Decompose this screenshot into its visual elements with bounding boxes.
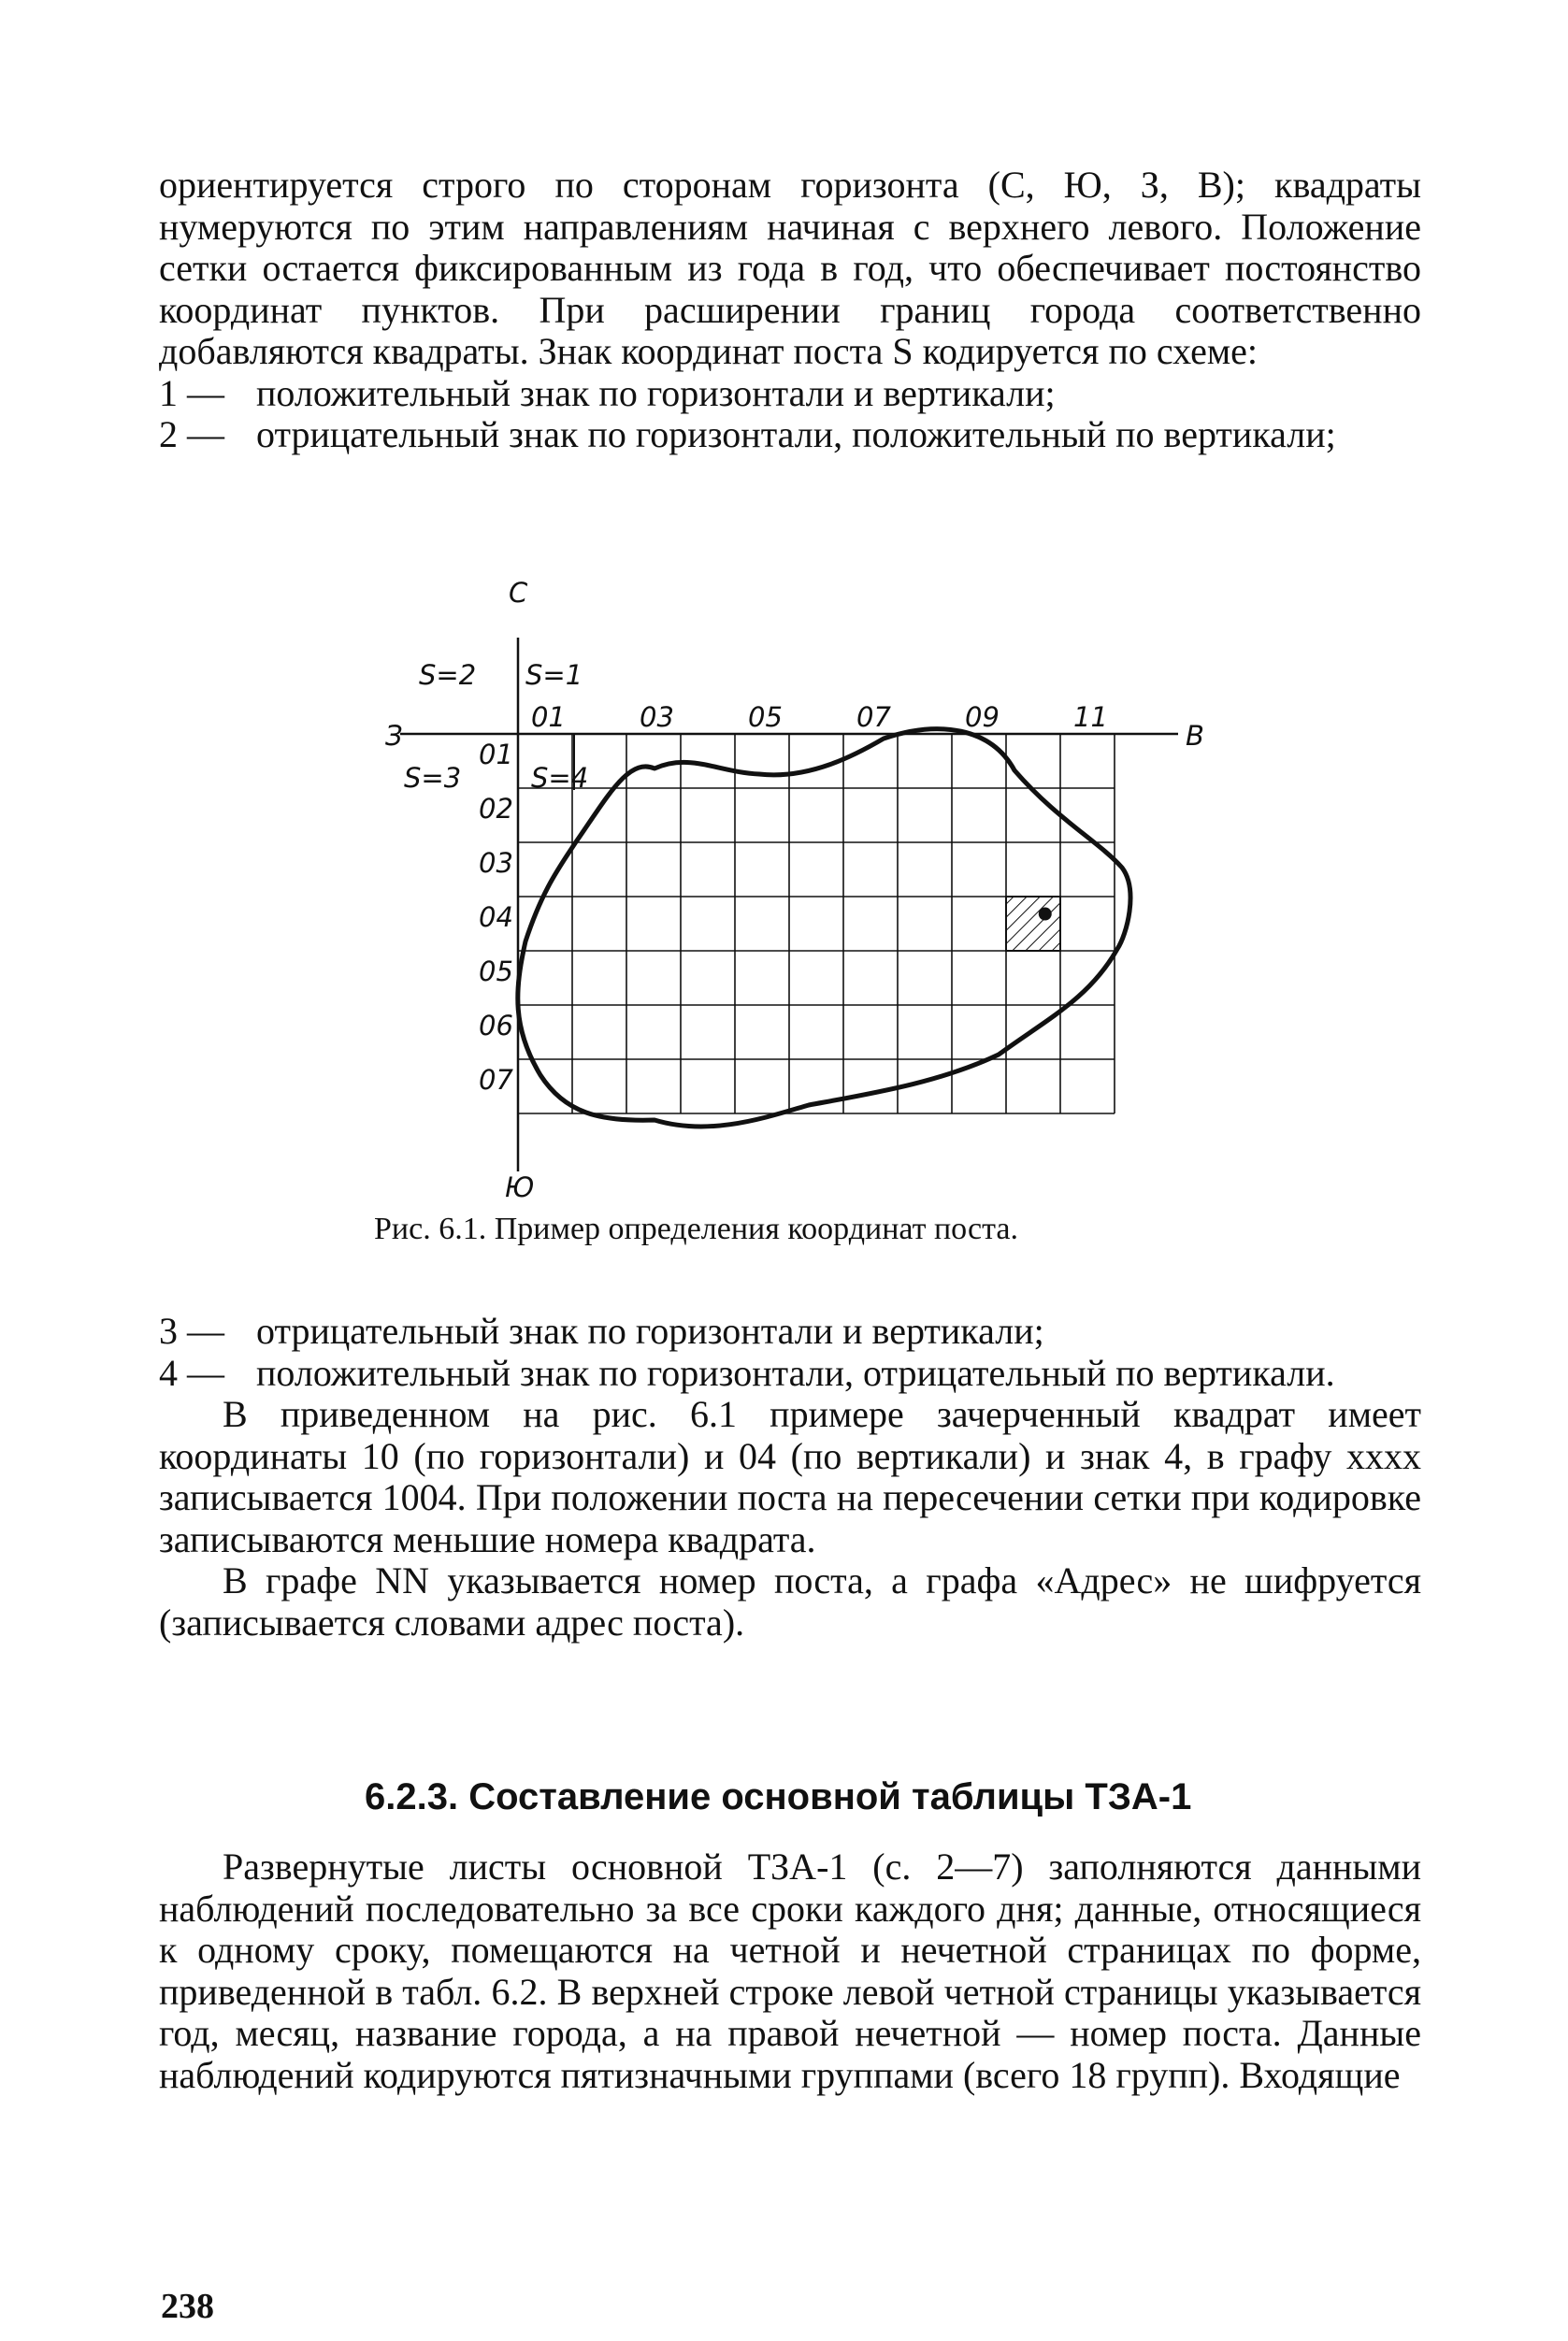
top-text-block xyxy=(159,165,1421,456)
sign-item-1 xyxy=(159,373,1421,415)
section-paragraph: Развернутые листы основной ТЗА-1 (с. 2—7) заполняются данными наблюдений последовательно за все сроки каждого дня; данные, относящиеся к одному сроку, помещаются на четной и нечетной страницах по форме, приведенной в табл. 6.2. В верхней строке левой четной страницы указывается год, месяц, название города, а на правой нечетной — номер поста. Данные наблюдений кодируются пятизначными группами (всего 18 групп). Входящие xyxy=(159,1846,1421,2096)
example-paragraph: В приведенном на рис. 6.1 примере зачерченный квадрат имеет координаты 10 (по горизонтали) и 04 (по вертикали) и знак 4, в графу хххх записывается 1004. При положении поста на пересечении сетки при кодировке записываются меньшие номера квадрата. xyxy=(159,1393,1421,1560)
intro-paragraph: ориентируется строго по сторонам горизонта (С, Ю, З, В); квадраты нумеруются по этим направлениям начиная с верхнего левого. Положение сетки остается фиксированным из года в год, что обеспечивает постоянство координат пунктов. При расширении границ города соответственно добавляются квадраты. Знак координат поста S кодируется по схеме: xyxy=(159,164,1421,372)
column-labels xyxy=(531,701,1108,733)
section-text-block xyxy=(159,1846,1421,2096)
row-label: 02 xyxy=(479,792,513,825)
sign-item-2-number: 2 — xyxy=(159,413,224,455)
quadrant-label-s3: S=3 xyxy=(404,762,462,794)
quadrant-label-s2: S=2 xyxy=(419,659,477,691)
section-heading: 6.2.3. Составление основной таблицы ТЗА-1 xyxy=(365,1776,1192,1817)
post-marker-dot xyxy=(1039,908,1052,921)
sign-item-1-text: положительный знак по горизонтали и вертикали; xyxy=(256,371,1056,414)
sign-item-1-number: 1 — xyxy=(159,371,224,414)
sign-item-3-text: отрицательный знак по горизонтали и вертикали; xyxy=(256,1310,1044,1352)
column-label: 07 xyxy=(856,701,891,733)
north-label: С xyxy=(509,577,528,609)
row-label: 01 xyxy=(479,738,513,770)
column-label: 09 xyxy=(965,701,1000,733)
sign-item-2 xyxy=(159,414,1421,456)
row-label: 07 xyxy=(479,1063,513,1096)
row-label: 05 xyxy=(479,955,513,987)
sign-item-2-text: отрицательный знак по горизонтали, положительный по вертикали; xyxy=(256,413,1336,455)
sign-item-3 xyxy=(159,1311,1421,1353)
sign-item-4-text: положительный знак по горизонтали, отрицательный по вертикали. xyxy=(256,1351,1335,1394)
quadrant-label-s4: S=4 xyxy=(531,762,589,794)
column-label: 01 xyxy=(531,701,566,733)
row-labels xyxy=(479,739,513,1096)
column-label: 03 xyxy=(640,701,674,733)
west-label: З xyxy=(385,720,403,752)
grid-diagram xyxy=(374,570,1234,1206)
column-label: 05 xyxy=(748,701,783,733)
coordinate-grid-figure xyxy=(374,570,1234,1206)
hatched-square xyxy=(1006,897,1060,951)
middle-text-block xyxy=(159,1311,1421,1644)
row-label: 03 xyxy=(479,846,513,879)
quadrant-label-s1: S=1 xyxy=(525,659,583,691)
sign-item-4 xyxy=(159,1353,1421,1395)
south-label: Ю xyxy=(505,1171,535,1203)
figure-caption: Рис. 6.1. Пример определения координат поста. xyxy=(374,1212,1018,1246)
page-number: 238 xyxy=(161,2287,214,2326)
sign-item-4-number: 4 — xyxy=(159,1351,224,1394)
row-label: 06 xyxy=(479,1009,513,1041)
east-label: В xyxy=(1186,720,1204,752)
row-label: 04 xyxy=(479,900,513,933)
sign-item-3-number: 3 — xyxy=(159,1310,224,1352)
nn-column-paragraph: В графе NN указывается номер поста, а графа «Адрес» не шифруется (записывается словами адрес поста). xyxy=(159,1559,1421,1644)
column-label: 11 xyxy=(1073,701,1108,733)
